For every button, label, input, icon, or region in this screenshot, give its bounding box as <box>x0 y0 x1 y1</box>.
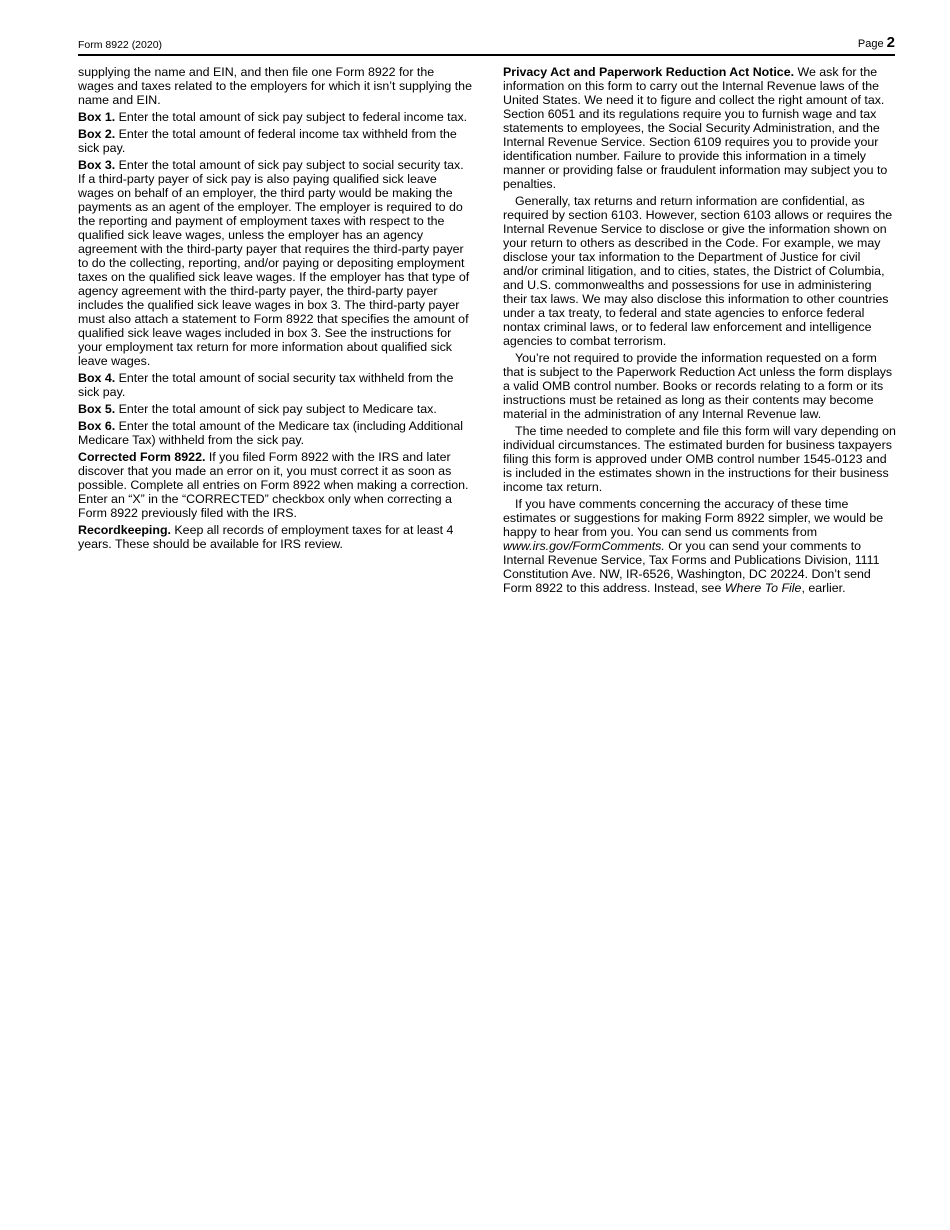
recordkeeping-label: Recordkeeping. <box>78 523 171 537</box>
box4-text: Enter the total amount of social security tax withheld from the sick pay. <box>78 371 454 399</box>
box5-label: Box 5. <box>78 402 116 416</box>
comments-text-1: If you have comments concerning the accuracy of these time estimates or suggestions for making Form 8922 simpler, we would be happy to hear from you. You can send us comments from <box>503 497 884 539</box>
corrected-text: If you filed Form 8922 with the IRS and later discover that you made an error on it, you must correct it as soon as possible. Complete all entries on Form 8922 when making a correction. Enter an “X” in the “CORRECTED” checkbox only when correcting a Form 8922 previously filed with the IRS. <box>78 450 469 520</box>
page-number-value: 2 <box>886 34 895 51</box>
box3-text: Enter the total amount of sick pay subject to social security tax. If a third-party payer of sick pay is also paying qualified sick leave wages on behalf of an employer, the third party would be making the payments as an agent of the employer. The employer is required to do the reporting and payment of employment taxes with respect to the qualified sick leave wages, unless the employer has an agency agreement with the third-party payer that requires the third-party payer to do the collecting, reporting, and/or paying or depositing employment taxes on the qualified sick leave wages. If the employer has that type of agency agreement with the third-party payer, the third-party payer includes the qualified sick leave wages in box 3. The third-party payer must also attach a statement to Form 8922 that specifies the amount of qualified sick leave wages included in box 3. See the instructions for your employment tax return for more information about qualified sick leave wages. <box>78 158 470 368</box>
page-label: Page <box>857 38 884 50</box>
box2-paragraph <box>78 127 473 155</box>
box6-paragraph <box>78 419 473 447</box>
box5-text: Enter the total amount of sick pay subject to Medicare tax. <box>115 402 437 416</box>
box4-paragraph <box>78 371 473 399</box>
not-required-paragraph: You’re not required to provide the information requested on a form that is subject to the Paperwork Reduction Act unless the form displays a valid OMB control number. Books or records relating to a form or its instructions must be retained as long as their contents may become material in the administration of any Internal Revenue law. <box>503 351 893 421</box>
box3-label: Box 3. <box>78 158 116 172</box>
box5-paragraph <box>78 402 473 416</box>
box1-paragraph <box>78 110 473 124</box>
left-column <box>78 65 473 554</box>
box6-text: Enter the total amount of the Medicare tax (including Additional Medicare Tax) withheld from the sick pay. <box>78 419 464 447</box>
comments-paragraph <box>503 497 896 595</box>
box2-label: Box 2. <box>78 127 116 141</box>
box1-label: Box 1. <box>78 110 116 124</box>
comments-text-2: Or you can send your comments to Internal Revenue Service, Tax Forms and Publications Division, 1111 Constitution Ave. NW, IR-6526, Washington, DC 20224. Don’t send Form 8922 to this address. Instead, see <box>503 539 880 595</box>
box2-text: Enter the total amount of federal income tax withheld from the sick pay. <box>78 127 457 155</box>
box4-label: Box 4. <box>78 371 116 385</box>
privacy-text: We ask for the information on this form to carry out the Internal Revenue laws of the United States. We need it to figure and collect the right amount of tax. Section 6051 and its regulations require you to furnish wage and tax statements to employees, the Social Security Administration, and the Internal Revenue Service. Section 6109 requires you to provide your identification number. Failure to provide this information in a timely manner or providing false or fraudulent information may subject you to penalties. <box>503 65 888 191</box>
time-needed-paragraph: The time needed to complete and file this form will vary depending on individual circumstances. The estimated burden for business taxpayers filing this form is approved under OMB control number 1545-0123 and is included in the estimates shown in the instructions for their business income tax return. <box>503 424 896 494</box>
box3-paragraph <box>78 158 473 368</box>
privacy-label: Privacy Act and Paperwork Reduction Act Notice. <box>503 65 795 79</box>
recordkeeping-paragraph <box>78 523 473 551</box>
box6-label: Box 6. <box>78 419 116 433</box>
page-header <box>78 34 895 56</box>
box1-text: Enter the total amount of sick pay subject to federal income tax. <box>115 110 468 124</box>
confidential-paragraph: Generally, tax returns and return information are confidential, as required by section 6103. However, section 6103 allows or requires the Internal Revenue Service to disclose or give the information shown on your return to others as described in the Code. For example, we may disclose your tax information to the Department of Justice for civil and/or criminal litigation, and to cities, states, the District of Columbia, and U.S. commonwealths and possessions for use in administering their tax laws. We may also disclose this information to other countries under a tax treaty, to federal and state agencies to enforce federal nontax criminal laws, or to federal law enforcement and intelligence agencies to combat terrorism. <box>503 194 893 348</box>
right-column <box>503 65 896 598</box>
privacy-paragraph <box>503 65 896 191</box>
recordkeeping-text: Keep all records of employment taxes for at least 4 years. These should be available for IRS review. <box>78 523 454 551</box>
form-comments-link: www.irs.gov/FormComments. <box>503 539 665 553</box>
where-to-file-reference: Where To File <box>724 581 802 595</box>
page-number <box>858 34 895 51</box>
corrected-paragraph <box>78 450 473 520</box>
corrected-label: Corrected Form 8922. <box>78 450 206 464</box>
intro-paragraph: supplying the name and EIN, and then file one Form 8922 for the wages and taxes related to the employers for which it isn’t supplying the name and EIN. <box>78 65 472 107</box>
form-id: Form 8922 (2020) <box>78 39 163 51</box>
comments-text-3: , earlier. <box>801 581 846 595</box>
